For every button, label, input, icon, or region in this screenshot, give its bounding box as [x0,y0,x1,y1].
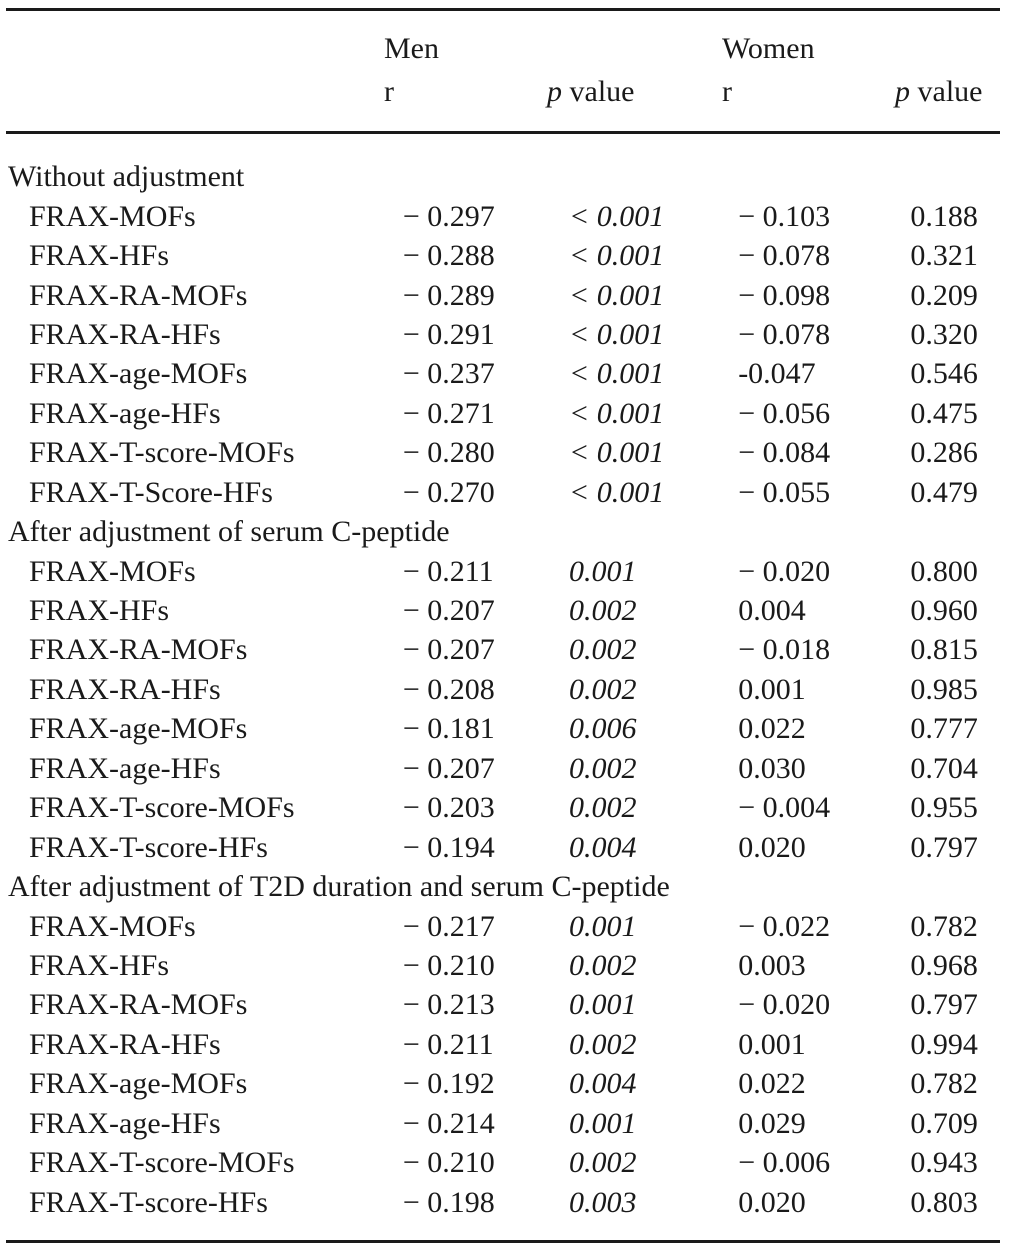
men-r-cell: − 0.291 [402,317,495,351]
men-p-cell: 0.002 [569,594,637,628]
men-p-cell: 0.001 [569,554,637,588]
row-label: FRAX-MOFs [29,909,196,943]
women-r-cell: 0.020 [738,830,806,864]
men-r-cell: − 0.210 [402,948,495,982]
women-p-cell: 0.321 [910,239,978,273]
women-p-cell: 0.286 [910,436,978,470]
men-p-cell: 0.006 [569,712,637,746]
row-label: FRAX-age-MOFs [29,357,248,391]
men-p-cell: 0.001 [569,988,637,1022]
header-rule [6,131,1000,134]
men-p-cell: 0.004 [569,830,637,864]
men-r-cell: − 0.192 [402,1067,495,1101]
row-label: FRAX-RA-MOFs [29,988,248,1022]
row-label: FRAX-T-score-HFs [29,830,268,864]
women-header: Women [722,32,815,65]
p-italic: p [547,75,562,108]
men-r-cell: − 0.237 [402,357,495,391]
table-row [8,473,1010,512]
women-p-cell: 0.800 [910,554,978,588]
row-label: FRAX-age-HFs [29,1106,221,1140]
row-label: FRAX-HFs [29,239,170,273]
p-value-text: value [910,75,983,108]
row-label: FRAX-age-MOFs [29,712,248,746]
group-title: After adjustment of serum C-peptide [8,515,450,549]
women-p-cell: 0.709 [910,1106,978,1140]
women-r-cell: − 0.103 [738,199,831,233]
p-italic: p [895,75,910,108]
women-r-cell: 0.001 [738,672,806,706]
women-r-cell: − 0.006 [738,1146,831,1180]
table-row [8,670,1010,709]
men-p-cell: < 0.001 [569,239,665,273]
men-r-cell: − 0.207 [402,594,495,628]
women-p-cell: 0.955 [910,791,978,825]
row-label: FRAX-MOFs [29,554,196,588]
women-r-cell: 0.022 [738,1067,806,1101]
women-r-cell: − 0.004 [738,791,831,825]
table-row [8,196,1010,235]
men-r-cell: − 0.270 [402,475,495,509]
women-r-cell: 0.030 [738,751,806,785]
men-r-cell: − 0.288 [402,239,495,273]
women-p-cell: 0.475 [910,396,978,430]
row-label: FRAX-age-MOFs [29,1067,248,1101]
table-row [8,394,1010,433]
table-row [8,1104,1010,1143]
women-r-cell: 0.022 [738,712,806,746]
women-r-cell: 0.029 [738,1106,806,1140]
row-label: FRAX-T-score-MOFs [29,791,295,825]
row-label: FRAX-RA-MOFs [29,278,248,312]
table-row [8,354,1010,393]
men-r-cell: − 0.217 [402,909,495,943]
table-row [8,275,1010,314]
women-p-cell: 0.994 [910,1027,978,1061]
women-r-cell: 0.020 [738,1185,806,1219]
top-rule [6,8,1000,11]
table-row [8,946,1010,985]
men-r-cell: − 0.210 [402,1146,495,1180]
group-header-row [8,867,1010,906]
men-r-cell: − 0.198 [402,1185,495,1219]
men-p-cell: 0.004 [569,1067,637,1101]
men-p-cell: < 0.001 [569,475,665,509]
women-r-cell: − 0.020 [738,988,831,1022]
row-label: FRAX-HFs [29,594,170,628]
men-r-cell: − 0.207 [402,751,495,785]
men-r-cell: − 0.280 [402,436,495,470]
men-r-cell: − 0.194 [402,830,495,864]
women-p-cell: 0.803 [910,1185,978,1219]
men-r-cell: − 0.207 [402,633,495,667]
group-header-row [8,157,1010,196]
women-p-cell: 0.782 [910,909,978,943]
row-label: FRAX-age-HFs [29,751,221,785]
women-p-cell: 0.943 [910,1146,978,1180]
row-label: FRAX-RA-MOFs [29,633,248,667]
table-row [8,1025,1010,1064]
table-row [8,827,1010,866]
women-r-header: r [722,75,732,108]
table-row [8,788,1010,827]
group-title: After adjustment of T2D duration and serum C-peptide [8,870,670,904]
women-p-cell: 0.797 [910,830,978,864]
table-row [8,551,1010,590]
women-p-value-header [895,75,982,109]
row-label: FRAX-T-score-MOFs [29,436,295,470]
men-r-cell: − 0.297 [402,199,495,233]
men-p-cell: < 0.001 [569,317,665,351]
women-r-cell: − 0.098 [738,278,831,312]
men-p-cell: 0.002 [569,1027,637,1061]
men-r-header: r [384,75,394,108]
table-row [8,1143,1010,1182]
women-r-cell: 0.001 [738,1027,806,1061]
table-row [8,433,1010,472]
women-p-cell: 0.209 [910,278,978,312]
table-row [8,985,1010,1024]
men-p-cell: 0.002 [569,1146,637,1180]
table-body [8,157,1010,1222]
men-p-cell: < 0.001 [569,396,665,430]
men-p-cell: 0.002 [569,948,637,982]
row-label: FRAX-MOFs [29,199,196,233]
men-r-cell: − 0.203 [402,791,495,825]
men-r-cell: − 0.214 [402,1106,495,1140]
row-label: FRAX-age-HFs [29,396,221,430]
men-r-cell: − 0.181 [402,712,495,746]
table-row [8,630,1010,669]
table-row [8,1182,1010,1221]
table-row [8,709,1010,748]
women-p-cell: 0.188 [910,199,978,233]
row-label: FRAX-RA-HFs [29,317,221,351]
women-p-cell: 0.960 [910,594,978,628]
men-p-cell: 0.002 [569,633,637,667]
women-p-cell: 0.777 [910,712,978,746]
men-p-cell: 0.003 [569,1185,637,1219]
women-r-cell: − 0.078 [738,239,831,273]
men-p-cell: < 0.001 [569,357,665,391]
men-p-cell: 0.002 [569,791,637,825]
group-header-row [8,512,1010,551]
row-label: FRAX-RA-HFs [29,1027,221,1061]
women-r-cell: − 0.055 [738,475,831,509]
women-r-cell: − 0.022 [738,909,831,943]
group-title: Without adjustment [8,160,245,194]
women-r-cell: 0.003 [738,948,806,982]
men-r-cell: − 0.213 [402,988,495,1022]
women-r-cell: -0.047 [738,357,816,391]
correlation-table [8,157,1010,1222]
men-p-cell: < 0.001 [569,436,665,470]
row-label: FRAX-T-score-MOFs [29,1146,295,1180]
women-p-cell: 0.797 [910,988,978,1022]
women-r-cell: − 0.084 [738,436,831,470]
women-p-cell: 0.320 [910,317,978,351]
women-r-cell: − 0.018 [738,633,831,667]
table-row [8,236,1010,275]
men-p-cell: 0.002 [569,751,637,785]
table-row [8,1064,1010,1103]
men-r-cell: − 0.211 [402,554,494,588]
men-r-cell: − 0.289 [402,278,495,312]
men-header: Men [384,32,439,65]
men-r-cell: − 0.271 [402,396,495,430]
row-label: FRAX-RA-HFs [29,672,221,706]
table-row [8,749,1010,788]
women-p-cell: 0.985 [910,672,978,706]
men-p-value-header [547,75,634,109]
men-p-cell: 0.001 [569,1106,637,1140]
women-p-cell: 0.704 [910,751,978,785]
men-r-cell: − 0.211 [402,1027,494,1061]
men-r-cell: − 0.208 [402,672,495,706]
row-label: FRAX-T-score-HFs [29,1185,268,1219]
women-p-cell: 0.782 [910,1067,978,1101]
women-r-cell: − 0.056 [738,396,831,430]
men-p-cell: 0.002 [569,672,637,706]
table-row [8,906,1010,945]
men-p-cell: 0.001 [569,909,637,943]
table-row [8,315,1010,354]
women-r-cell: − 0.020 [738,554,831,588]
bottom-rule [6,1240,1000,1243]
women-p-cell: 0.546 [910,357,978,391]
men-p-cell: < 0.001 [569,278,665,312]
women-p-cell: 0.479 [910,475,978,509]
row-label: FRAX-HFs [29,948,170,982]
women-p-cell: 0.815 [910,633,978,667]
men-p-cell: < 0.001 [569,199,665,233]
women-r-cell: 0.004 [738,594,806,628]
women-p-cell: 0.968 [910,948,978,982]
row-label: FRAX-T-Score-HFs [29,475,273,509]
table-row [8,591,1010,630]
p-value-text: value [562,75,635,108]
women-r-cell: − 0.078 [738,317,831,351]
